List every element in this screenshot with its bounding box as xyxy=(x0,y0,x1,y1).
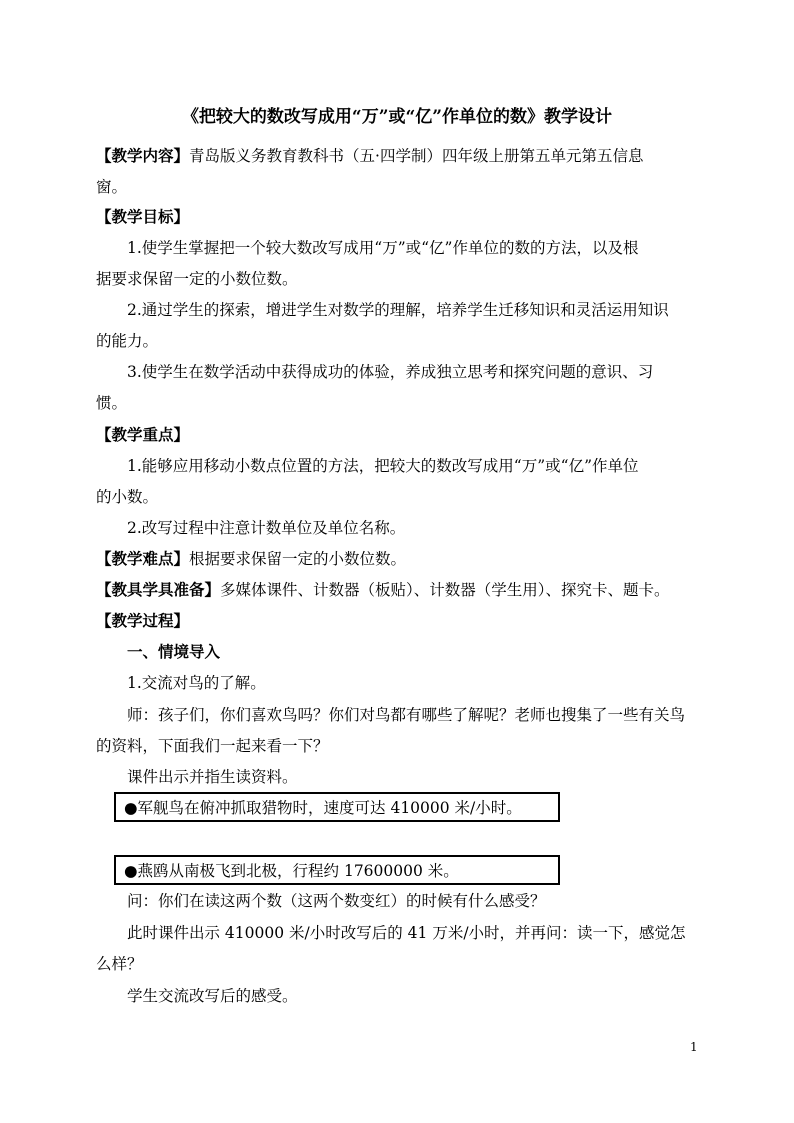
goal-3-line-1: 3.使学生在数学活动中获得成功的体验，养成独立思考和探究问题的意识、习 xyxy=(127,363,654,381)
teaching-content-text-cont: 窗。 xyxy=(96,178,128,196)
key-point-1-line-1: 1.能够应用移动小数点位置的方法，把较大的数改写成用“万”或“亿”作单位 xyxy=(127,457,639,475)
goal-2-line-2: 的能力。 xyxy=(96,332,159,350)
teaching-content-line xyxy=(96,145,643,167)
info-box-frigatebird xyxy=(114,792,560,822)
goal-2-line-1: 2.通过学生的探索，增进学生对数学的理解，培养学生迁移知识和灵活运用知识 xyxy=(127,301,669,319)
teaching-content-text: 青岛版义务教育教科书（五·四学制）四年级上册第五单元第五信息 xyxy=(189,147,644,165)
key-point-2: 2.改写过程中注意计数单位及单位名称。 xyxy=(127,519,406,537)
goal-1-line-1: 1.使学生掌握把一个较大数改写成用“万”或“亿”作单位的数的方法，以及根 xyxy=(127,239,639,257)
difficulty-text: 根据要求保留一定的小数位数。 xyxy=(189,550,407,568)
difficulty-line xyxy=(96,548,406,570)
courseware-rewrite-line-1: 此时课件出示 410000 米/小时改写后的 41 万米/小时，并再问：读一下，感觉怎 xyxy=(127,924,686,942)
key-points-label: 【教学重点】 xyxy=(96,425,190,444)
goal-1-line-2: 据要求保留一定的小数位数。 xyxy=(96,270,298,288)
question-feeling: 问：你们在读这两个数（这两个数变红）的时候有什么感受？ xyxy=(127,892,546,910)
page-number: 1 xyxy=(690,1040,698,1054)
difficulty-label: 【教学难点】 xyxy=(96,549,190,568)
info-box-frigatebird-text: ●军舰鸟在俯冲抓取猎物时，速度可达 410000 米/小时。 xyxy=(124,799,522,817)
teacher-question-line-1: 师：孩子们，你们喜欢鸟吗？你们对鸟都有哪些了解呢？老师也搜集了一些有关鸟 xyxy=(127,706,686,724)
preparation-text: 多媒体课件、计数器（板贴）、计数器（学生用）、探究卡、题卡。 xyxy=(220,581,670,599)
goal-3-line-2: 惯。 xyxy=(96,394,128,412)
preparation-line xyxy=(96,579,670,601)
teacher-question-line-2: 的资料，下面我们一起来看一下？ xyxy=(96,737,329,755)
student-discussion: 学生交流改写后的感受。 xyxy=(127,987,298,1005)
process-step-1: 1.交流对鸟的了解。 xyxy=(127,674,266,692)
section-heading: 一、情境导入 xyxy=(127,642,221,661)
courseware-rewrite-line-2: 么样？ xyxy=(96,955,143,973)
teaching-content-label: 【教学内容】 xyxy=(96,146,190,165)
courseware-instruction: 课件出示并指生读资料。 xyxy=(127,768,298,786)
key-point-1-line-2: 的小数。 xyxy=(96,488,159,506)
document-title: 《把较大的数改写成用“万”或“亿”作单位的数》教学设计 xyxy=(181,107,613,127)
teaching-goals-label: 【教学目标】 xyxy=(96,207,190,226)
info-box-tern xyxy=(114,855,560,885)
info-box-tern-text: ●燕鸥从南极飞到北极，行程约 17600000 米。 xyxy=(124,862,459,880)
process-label: 【教学过程】 xyxy=(96,611,190,630)
preparation-label: 【教具学具准备】 xyxy=(96,580,221,599)
